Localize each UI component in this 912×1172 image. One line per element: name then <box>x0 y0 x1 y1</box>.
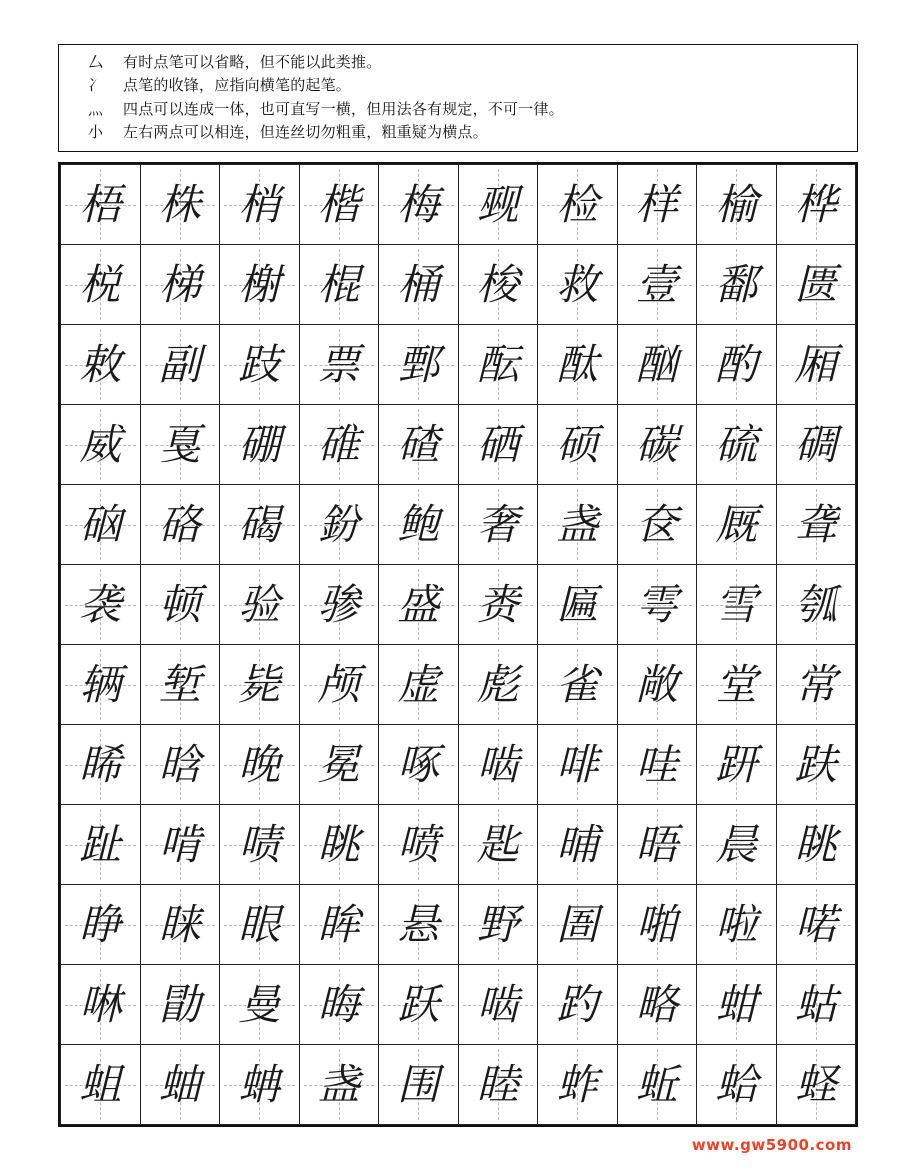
grid-cell-char: 酞 <box>556 340 599 389</box>
grid-cell <box>458 405 538 485</box>
grid-cell <box>617 885 697 965</box>
grid-cell <box>697 965 777 1045</box>
grid-cell <box>538 165 618 245</box>
grid-cell-char: 戛 <box>158 420 201 469</box>
grid-cell <box>140 325 220 405</box>
grid-cell-char: 蛆 <box>79 1060 122 1109</box>
grid-cell-char: 匙 <box>476 820 519 869</box>
grid-cell <box>697 485 777 565</box>
grid-cell-char: 睐 <box>158 900 201 949</box>
grid-cell-char: 悬 <box>397 900 440 949</box>
grid-cell <box>220 565 300 645</box>
grid-cell <box>61 485 141 565</box>
grid-cell-char: 晤 <box>635 820 678 869</box>
grid-cell-char: 勖 <box>158 980 201 1029</box>
grid-cell <box>776 805 856 885</box>
note-text: 有时点笔可以省略，但不能以此类推。 <box>123 53 382 71</box>
grid-cell-char: 赉 <box>476 580 519 629</box>
grid-cell <box>617 405 697 485</box>
grid-cell-char: 啮 <box>476 740 519 789</box>
grid-cell-char: 碓 <box>317 420 360 469</box>
grid-cell <box>140 725 220 805</box>
grid-cell <box>140 645 220 725</box>
grid-cell-char: 骖 <box>317 580 360 629</box>
grid-cell-char: 硫 <box>715 420 758 469</box>
note-text: 四点可以连成一体，也可直写一横，但用法各有规定，不可一律。 <box>123 99 564 118</box>
grid-cell-char: 趼 <box>715 740 758 789</box>
grid-cell-char: 盏 <box>556 500 599 549</box>
grid-cell <box>458 645 538 725</box>
grid-cell-char: 毙 <box>238 660 281 709</box>
grid-cell <box>379 405 459 485</box>
note-glyph: 小 <box>87 122 104 141</box>
grid-cell <box>617 245 697 325</box>
grid-cell <box>220 165 300 245</box>
grid-cell <box>697 645 777 725</box>
grid-cell <box>61 725 141 805</box>
grid-cell <box>617 805 697 885</box>
grid-cell-char: 蚺 <box>238 1060 281 1109</box>
grid-cell-char: 啃 <box>158 820 201 869</box>
grid-row <box>61 565 856 645</box>
grid-cell-char: 救 <box>556 260 599 309</box>
grid-cell <box>697 165 777 245</box>
grid-cell-char: 冕 <box>317 740 360 789</box>
grid-cell-char: 聋 <box>794 500 837 549</box>
grid-cell-char: 硼 <box>238 420 281 469</box>
grid-cell-char: 酗 <box>635 340 678 389</box>
grid-cell-char: 眸 <box>317 900 360 949</box>
grid-cell <box>776 885 856 965</box>
grid-cell-char: 鲍 <box>397 500 440 549</box>
grid-cell-char: 酌 <box>715 340 758 389</box>
grid-row <box>61 165 856 245</box>
grid-cell <box>776 645 856 725</box>
notes-box <box>58 44 858 152</box>
grid-row <box>61 725 856 805</box>
grid-cell <box>61 1045 141 1125</box>
grid-cell <box>299 1045 379 1125</box>
grid-cell-char: 啉 <box>79 980 122 1029</box>
grid-cell-char: 厩 <box>715 500 758 549</box>
grid-cell <box>299 725 379 805</box>
grid-cell <box>776 1045 856 1125</box>
grid-cell <box>61 565 141 645</box>
grid-cell <box>140 485 220 565</box>
grid-cell <box>299 565 379 645</box>
grid-cell-char: 厢 <box>794 340 837 389</box>
grid-cell <box>697 805 777 885</box>
grid-cell-char: 喏 <box>794 900 837 949</box>
grid-cell-char: 碉 <box>794 420 837 469</box>
grid-cell <box>379 165 459 245</box>
grid-cell-char: 株 <box>158 180 201 229</box>
grid-cell-char: 啮 <box>476 980 519 1029</box>
grid-cell-char: 蚯 <box>635 1060 678 1109</box>
grid-cell-char: 碴 <box>397 420 440 469</box>
grid-cell-char: 雪 <box>715 580 758 629</box>
grid-cell <box>776 325 856 405</box>
grid-cell-char: 眼 <box>238 900 281 949</box>
grid-cell <box>538 885 618 965</box>
grid-cell-char: 啡 <box>556 740 599 789</box>
grid-cell-char: 楷 <box>317 180 360 229</box>
grid-row <box>61 245 856 325</box>
grid-cell-char: 匾 <box>556 580 599 629</box>
grid-cell <box>379 245 459 325</box>
grid-cell <box>538 325 618 405</box>
grid-cell <box>299 885 379 965</box>
grid-cell <box>458 805 538 885</box>
grid-cell-char: 蛄 <box>794 980 837 1029</box>
grid-cell-char: 啪 <box>635 900 678 949</box>
grid-cell <box>538 805 618 885</box>
grid-cell <box>697 405 777 485</box>
grid-cell <box>140 245 220 325</box>
grid-cell <box>458 1045 538 1125</box>
grid-cell-char: 敕 <box>79 340 122 389</box>
grid-cell-char: 睁 <box>79 900 122 949</box>
note-row <box>69 51 849 74</box>
grid-cell-char: 蚶 <box>715 980 758 1029</box>
grid-cell-char: 野 <box>476 900 519 949</box>
grid-cell-char: 喷 <box>397 820 440 869</box>
grid-cell <box>140 1045 220 1125</box>
grid-cell <box>220 405 300 485</box>
grid-cell <box>458 485 538 565</box>
grid-cell-char: 硇 <box>79 500 122 549</box>
grid-cell-char: 啦 <box>715 900 758 949</box>
grid-cell-char: 鄱 <box>715 260 758 309</box>
grid-cell <box>458 245 538 325</box>
grid-cell-char: 略 <box>635 980 678 1029</box>
note-glyph: 冫 <box>87 76 104 95</box>
grid-cell <box>299 965 379 1045</box>
grid-cell-char: 堂 <box>715 660 758 709</box>
grid-cell-char: 验 <box>238 580 281 629</box>
grid-cell <box>776 405 856 485</box>
grid-cell <box>379 485 459 565</box>
grid-row <box>61 325 856 405</box>
grid-cell-char: 蛤 <box>715 1060 758 1109</box>
grid-cell-char: 奁 <box>635 500 678 549</box>
grid-cell-char: 鄄 <box>397 340 440 389</box>
grid-cell-char: 碳 <box>635 420 678 469</box>
grid-cell <box>379 885 459 965</box>
grid-cell-char: 彪 <box>476 660 519 709</box>
grid-cell-char: 袭 <box>79 580 122 629</box>
grid-cell-char: 棁 <box>79 260 122 309</box>
grid-cell <box>140 565 220 645</box>
grid-cell-char: 雀 <box>556 660 599 709</box>
grid-cell-char: 梧 <box>79 180 122 229</box>
grid-cell <box>617 565 697 645</box>
grid-cell-char: 晡 <box>556 820 599 869</box>
grid-cell <box>379 325 459 405</box>
grid-cell <box>379 805 459 885</box>
grid-cell-char: 梯 <box>158 260 201 309</box>
grid-cell <box>458 885 538 965</box>
grid-cell <box>140 805 220 885</box>
grid-cell <box>617 645 697 725</box>
grid-row <box>61 1045 856 1125</box>
grid-cell-char: 虚 <box>397 660 440 709</box>
watermark: www.gw5900.com <box>691 1136 852 1154</box>
grid-cell <box>379 965 459 1045</box>
grid-cell-char: 梢 <box>238 180 281 229</box>
grid-cell-char: 晨 <box>715 820 758 869</box>
grid-cell-char: 晗 <box>158 740 201 789</box>
grid-cell <box>61 645 141 725</box>
grid-cell <box>140 165 220 245</box>
grid-cell-char: 跃 <box>397 980 440 1029</box>
grid-cell-char: 顿 <box>158 580 201 629</box>
grid-cell <box>697 325 777 405</box>
grid-cell-char: 趺 <box>794 740 837 789</box>
grid-cell <box>379 1045 459 1125</box>
grid-cell <box>617 485 697 565</box>
grid-cell-char: 桦 <box>794 180 837 229</box>
grid-cell <box>776 485 856 565</box>
grid-cell <box>61 165 141 245</box>
grid-cell <box>458 565 538 645</box>
grid-cell <box>140 965 220 1045</box>
grid-cell <box>617 725 697 805</box>
grid-cell <box>697 1045 777 1125</box>
grid-cell-char: 晚 <box>238 740 281 789</box>
grid-cell-char: 碣 <box>238 500 281 549</box>
grid-cell-char: 榆 <box>715 180 758 229</box>
grid-cell-char: 颅 <box>317 660 360 709</box>
grid-cell <box>776 725 856 805</box>
grid-cell-char: 趵 <box>556 980 599 1029</box>
grid-cell <box>61 885 141 965</box>
grid-cell <box>220 245 300 325</box>
grid-cell <box>299 325 379 405</box>
grid-cell <box>617 965 697 1045</box>
grid-cell <box>220 885 300 965</box>
grid-cell-char: 睦 <box>476 1060 519 1109</box>
grid-cell <box>617 325 697 405</box>
grid-cell-char: 常 <box>794 660 837 709</box>
note-row <box>69 98 849 121</box>
grid-cell-char: 硌 <box>158 500 201 549</box>
grid-cell-char: 盛 <box>397 580 440 629</box>
note-text: 左右两点可以相连，但连丝切勿粗重，粗重疑为横点。 <box>123 122 488 141</box>
grid-cell <box>299 165 379 245</box>
character-practice-grid <box>58 162 858 1127</box>
grid-cell-char: 硕 <box>556 420 599 469</box>
grid-cell <box>61 245 141 325</box>
grid-cell <box>538 565 618 645</box>
grid-cell <box>458 165 538 245</box>
grid-cell <box>538 1045 618 1125</box>
grid-cell-char: 圄 <box>556 900 599 949</box>
grid-cell-char: 蛏 <box>794 1060 837 1109</box>
grid-cell <box>538 725 618 805</box>
grid-row <box>61 885 856 965</box>
grid-cell-char: 瓠 <box>794 580 837 629</box>
grid-cell <box>220 965 300 1045</box>
grid-row <box>61 485 856 565</box>
grid-cell <box>220 325 300 405</box>
grid-cell-char: 晦 <box>317 980 360 1029</box>
grid-cell <box>220 485 300 565</box>
grid-cell-char: 围 <box>397 1060 440 1109</box>
grid-cell-char: 哇 <box>635 740 678 789</box>
grid-cell <box>697 245 777 325</box>
grid-cell <box>458 325 538 405</box>
grid-cell <box>538 485 618 565</box>
grid-cell <box>61 965 141 1045</box>
grid-cell <box>538 645 618 725</box>
grid-cell <box>140 885 220 965</box>
grid-cell-char: 敞 <box>635 660 678 709</box>
grid-cell-char: 蚰 <box>158 1060 201 1109</box>
grid-cell <box>220 725 300 805</box>
grid-cell <box>61 405 141 485</box>
grid-cell-char: 跂 <box>238 340 281 389</box>
grid-cell <box>299 485 379 565</box>
grid-cell-char: 雩 <box>635 580 678 629</box>
grid-cell <box>538 245 618 325</box>
grid-cell-char: 酝 <box>476 340 519 389</box>
grid-row <box>61 965 856 1045</box>
note-glyph: 厶 <box>87 53 104 71</box>
grid-cell <box>61 805 141 885</box>
grid-cell-char: 副 <box>158 340 201 389</box>
grid-cell-char: 眺 <box>317 820 360 869</box>
grid-cell-char: 啧 <box>238 820 281 869</box>
note-row <box>69 121 849 144</box>
grid-cell <box>379 565 459 645</box>
grid-cell-char: 梭 <box>476 260 519 309</box>
grid-cell-char: 壹 <box>635 260 678 309</box>
grid-cell-char: 蚱 <box>556 1060 599 1109</box>
grid-cell <box>379 725 459 805</box>
grid-row <box>61 645 856 725</box>
grid-cell-char: 睎 <box>79 740 122 789</box>
grid-cell-char: 啄 <box>397 740 440 789</box>
grid-cell-char: 眺 <box>794 820 837 869</box>
grid-cell-char: 威 <box>79 420 122 469</box>
grid-cell <box>538 405 618 485</box>
grid-cell-char: 棍 <box>317 260 360 309</box>
grid-cell <box>458 725 538 805</box>
grid-cell <box>140 405 220 485</box>
char-grid-table <box>60 164 856 1125</box>
grid-cell-char: 票 <box>317 340 360 389</box>
grid-cell <box>379 645 459 725</box>
grid-cell <box>61 325 141 405</box>
grid-cell-char: 梅 <box>397 180 440 229</box>
grid-cell <box>299 645 379 725</box>
grid-cell <box>697 565 777 645</box>
note-glyph: 灬 <box>87 99 104 118</box>
grid-cell <box>220 805 300 885</box>
grid-cell <box>776 165 856 245</box>
grid-cell-char: 盏 <box>317 1060 360 1109</box>
grid-cell-char: 桶 <box>397 260 440 309</box>
grid-cell <box>776 245 856 325</box>
grid-cell-char: 趾 <box>79 820 122 869</box>
grid-cell <box>617 165 697 245</box>
grid-cell-char: 匮 <box>794 260 837 309</box>
grid-cell-char: 辆 <box>79 660 122 709</box>
grid-row <box>61 805 856 885</box>
grid-cell-char: 觋 <box>476 180 519 229</box>
grid-cell-char: 鈖 <box>317 500 360 549</box>
grid-cell-char: 曼 <box>238 980 281 1029</box>
grid-cell <box>697 725 777 805</box>
grid-cell <box>220 1045 300 1125</box>
grid-cell <box>299 405 379 485</box>
note-text: 点笔的收锋，应指向横笔的起笔。 <box>123 76 352 95</box>
grid-cell-char: 检 <box>556 180 599 229</box>
grid-cell <box>538 965 618 1045</box>
grid-cell-char: 硒 <box>476 420 519 469</box>
note-row <box>69 74 849 97</box>
grid-cell <box>220 645 300 725</box>
grid-row <box>61 405 856 485</box>
grid-cell <box>776 965 856 1045</box>
grid-cell-char: 奢 <box>476 500 519 549</box>
grid-cell-char: 堑 <box>158 660 201 709</box>
grid-cell <box>458 965 538 1045</box>
grid-cell <box>776 565 856 645</box>
grid-cell <box>299 245 379 325</box>
grid-cell <box>697 885 777 965</box>
grid-cell <box>617 1045 697 1125</box>
grid-cell-char: 样 <box>635 180 678 229</box>
grid-cell-char: 榭 <box>238 260 281 309</box>
grid-cell <box>299 805 379 885</box>
